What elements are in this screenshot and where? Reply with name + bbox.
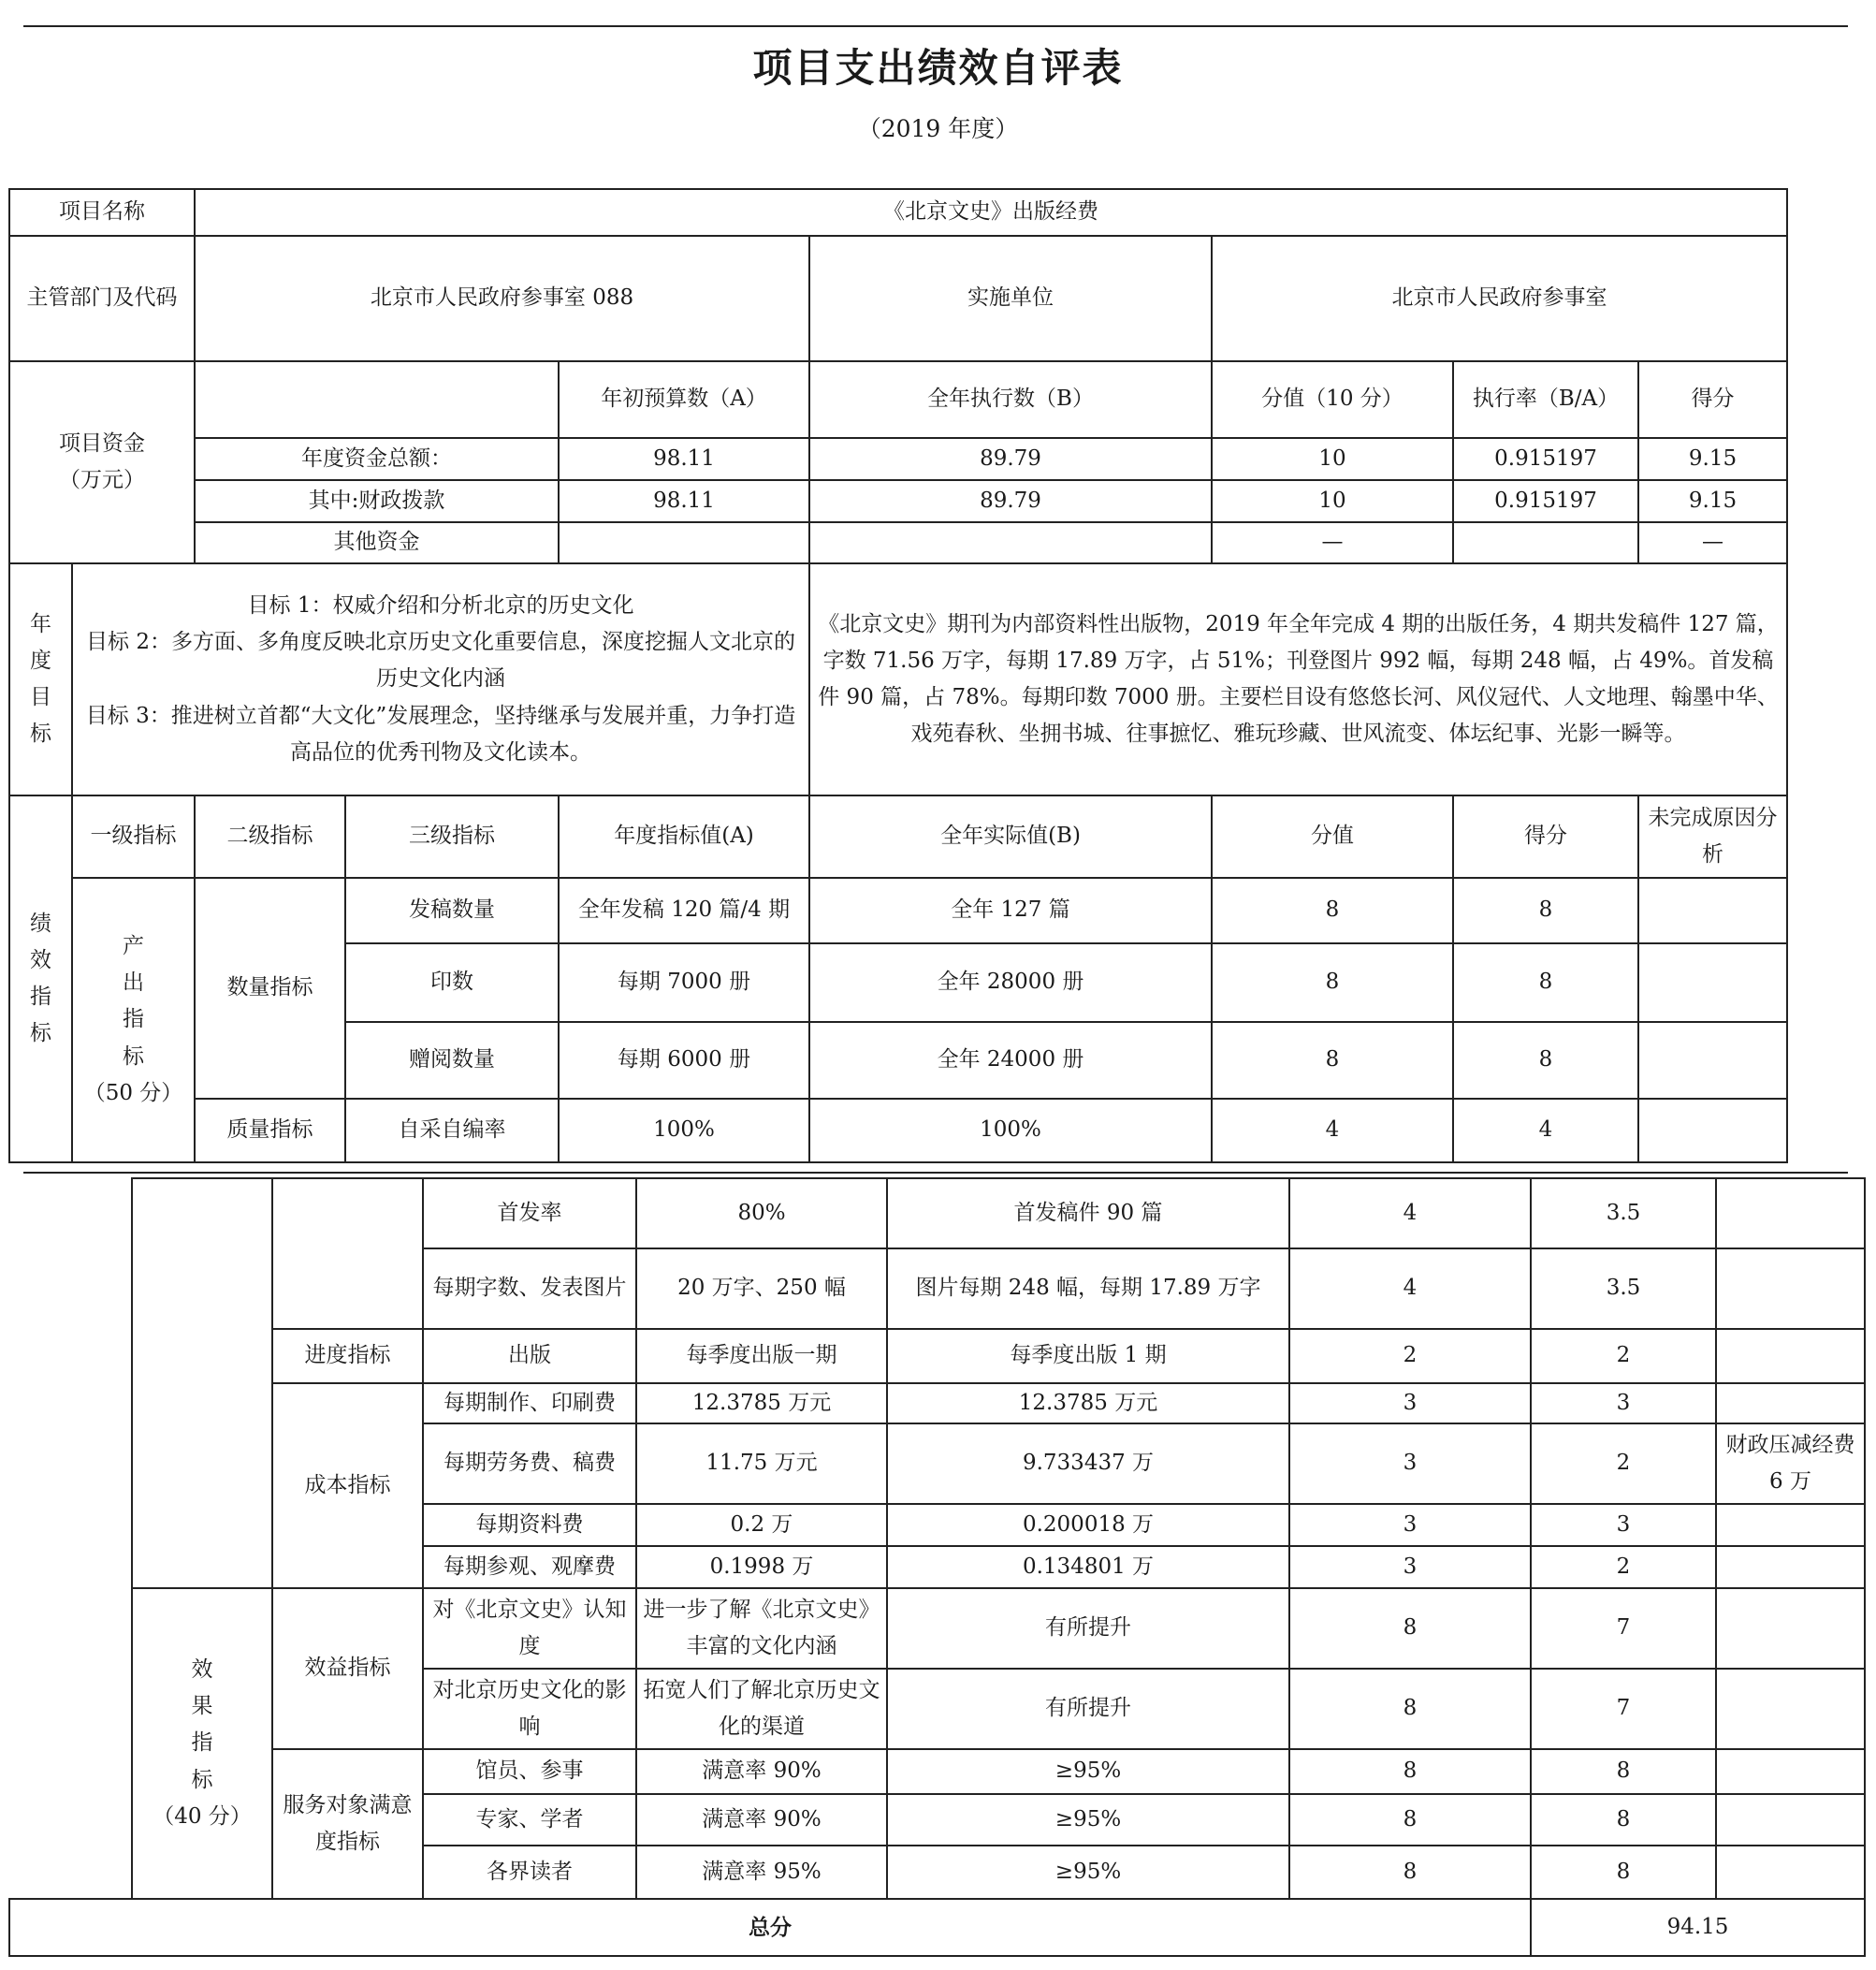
indicator-actual: 全年 127 篇 (809, 878, 1212, 943)
indicator-weight: 8 (1212, 878, 1453, 943)
effect-indicator-label: 效 果 指 标 （40 分） (132, 1588, 272, 1899)
funds-row-executed (809, 522, 1212, 563)
total-label: 总分 (9, 1899, 1531, 1956)
indicator-row (9, 1329, 1865, 1383)
indicator-actual: ≥95% (887, 1846, 1289, 1899)
funds-header-weight: 分值（10 分） (1212, 361, 1453, 438)
indicator-target: 80% (636, 1178, 887, 1248)
funds-row-name: 其他资金 (195, 522, 559, 563)
indicator-target: 每期 6000 册 (559, 1022, 809, 1099)
indicator-level3: 每期劳务费、稿费 (423, 1423, 636, 1504)
indicator-level3: 赠阅数量 (345, 1022, 559, 1099)
indicator-target: 20 万字、250 幅 (636, 1248, 887, 1329)
indicator-weight: 3 (1289, 1383, 1531, 1423)
indicator-row (9, 1749, 1865, 1794)
satisfaction-indicator-label: 服务对象满意度指标 (272, 1749, 423, 1899)
indicator-reason (1716, 1846, 1865, 1899)
indicator-target: 满意率 95% (636, 1846, 887, 1899)
indicator-row (9, 1383, 1865, 1423)
funds-row (9, 480, 1787, 522)
funds-row-score: 9.15 (1638, 480, 1787, 522)
annual-goal-label: 年 度 目 标 (9, 563, 72, 795)
funds-row-score: — (1638, 522, 1787, 563)
header-level3: 三级指标 (345, 795, 559, 878)
funds-header-rate: 执行率（B/A） (1453, 361, 1638, 438)
funds-row-executed: 89.79 (809, 438, 1212, 480)
indicator-actual: 有所提升 (887, 1588, 1289, 1669)
funds-row-name: 其中:财政拨款 (195, 480, 559, 522)
indicator-reason (1716, 1329, 1865, 1383)
funds-header-blank (195, 361, 559, 438)
funds-header-score: 得分 (1638, 361, 1787, 438)
cost-indicator-label: 成本指标 (272, 1383, 423, 1588)
indicator-score: 7 (1531, 1588, 1716, 1669)
funds-row-name: 年度资金总额： (195, 438, 559, 480)
implementer-label: 实施单位 (809, 236, 1212, 361)
self-evaluation-table-page1 (8, 188, 1788, 1163)
funds-row-rate: 0.915197 (1453, 438, 1638, 480)
indicator-weight: 8 (1289, 1588, 1531, 1669)
indicator-level3: 对《北京文史》认知度 (423, 1588, 636, 1669)
indicator-target: 11.75 万元 (636, 1423, 887, 1504)
indicator-score: 3.5 (1531, 1178, 1716, 1248)
indicator-score: 2 (1531, 1329, 1716, 1383)
indicator-level3: 每期参观、观摩费 (423, 1546, 636, 1588)
annual-goal-row (9, 563, 1787, 795)
indicator-actual: 9.733437 万 (887, 1423, 1289, 1504)
document-year: （2019 年度） (857, 115, 1019, 142)
progress-indicator-label: 进度指标 (272, 1329, 423, 1383)
indicator-reason (1716, 1546, 1865, 1588)
funds-row-weight: — (1212, 522, 1453, 563)
indicator-weight: 3 (1289, 1504, 1531, 1546)
indicator-reason (1716, 1383, 1865, 1423)
quantity-indicator-label: 数量指标 (195, 878, 345, 1099)
indicator-actual: 全年 28000 册 (809, 943, 1212, 1022)
indicator-reason (1716, 1749, 1865, 1794)
indicator-level3: 各界读者 (423, 1846, 636, 1899)
funds-row-weight: 10 (1212, 480, 1453, 522)
indicator-level3: 自采自编率 (345, 1099, 559, 1162)
funds-label-line2: （万元） (59, 468, 145, 492)
indicator-score: 8 (1531, 1794, 1716, 1846)
indicator-actual: 100% (809, 1099, 1212, 1162)
indicator-target: 满意率 90% (636, 1794, 887, 1846)
indicator-reason (1638, 1099, 1787, 1162)
performance-label-continued (9, 1178, 132, 1588)
total-value: 94.15 (1531, 1899, 1865, 1956)
funds-header-row (9, 361, 1787, 438)
department-label: 主管部门及代码 (9, 236, 195, 361)
funds-row-weight: 10 (1212, 438, 1453, 480)
output-indicator-label: 产 出 指 标 （50 分） (72, 878, 195, 1162)
indicator-weight: 8 (1289, 1794, 1531, 1846)
funds-header-budget: 年初预算数（A） (559, 361, 809, 438)
indicator-level3: 出版 (423, 1329, 636, 1383)
indicator-score: 2 (1531, 1423, 1716, 1504)
quality-indicator-label: 质量指标 (195, 1099, 345, 1162)
indicator-level3: 首发率 (423, 1178, 636, 1248)
header-actual: 全年实际值(B) (809, 795, 1212, 878)
indicator-level3: 印数 (345, 943, 559, 1022)
indicator-level3: 每期制作、印刷费 (423, 1383, 636, 1423)
indicator-level3: 对北京历史文化的影响 (423, 1669, 636, 1749)
funds-label (9, 361, 195, 563)
indicator-actual: 全年 24000 册 (809, 1022, 1212, 1099)
indicator-row (9, 1588, 1865, 1669)
indicator-target: 进一步了解《北京文史》丰富的文化内涵 (636, 1588, 887, 1669)
indicator-target: 0.1998 万 (636, 1546, 887, 1588)
indicator-reason (1716, 1178, 1865, 1248)
indicator-level3: 每期字数、发表图片 (423, 1248, 636, 1329)
output-indicator-continued (132, 1178, 272, 1588)
indicator-reason (1716, 1588, 1865, 1669)
header-score: 得分 (1453, 795, 1638, 878)
funds-row-budget: 98.11 (559, 438, 809, 480)
indicator-target: 每期 7000 册 (559, 943, 809, 1022)
indicator-score: 8 (1453, 1022, 1638, 1099)
performance-header-row (9, 795, 1787, 878)
performance-label-continued (9, 1588, 132, 1899)
indicator-score: 3 (1531, 1504, 1716, 1546)
indicator-weight: 8 (1289, 1669, 1531, 1749)
goal-item: 目标 3：推进树立首都“大文化”发展理念，坚持继承与发展并重，力争打造高品位的优秀刊物及文化读本。 (85, 703, 796, 765)
indicator-weight: 8 (1289, 1749, 1531, 1794)
indicator-target: 12.3785 万元 (636, 1383, 887, 1423)
indicator-actual: 0.134801 万 (887, 1546, 1289, 1588)
performance-label: 绩 效 指 标 (9, 795, 72, 1162)
department-value: 北京市人民政府参事室 088 (195, 236, 809, 361)
annual-goal-result: 《北京文史》期刊为内部资料性出版物，2019 年全年完成 4 期的出版任务，4 期共发稿件 127 篇，字数 71.56 万字，每期 17.89 万字，占 51%；刊登图片 992 幅，每期 248 幅，占 49%。首发稿件 90 篇，占 78%。每期印数 7000 册。主要栏目设有悠悠长河、风仪冠代、人文地理、翰墨中华、戏苑春秋、坐拥书城、往事摭忆、雅玩珍藏、世风流变、体坛纪事、光影一瞬等。 (809, 563, 1787, 795)
header-level1: 一级指标 (72, 795, 195, 878)
indicator-reason (1716, 1248, 1865, 1329)
self-evaluation-table-page2 (8, 1177, 1866, 1957)
project-name-row (9, 189, 1787, 236)
header-reason: 未完成原因分析 (1638, 795, 1787, 878)
indicator-level3: 专家、学者 (423, 1794, 636, 1846)
goal-item: 目标 2：多方面、多角度反映北京历史文化重要信息，深度挖掘人文北京的历史文化内涵 (86, 630, 795, 692)
indicator-actual: 有所提升 (887, 1669, 1289, 1749)
funds-row-score: 9.15 (1638, 438, 1787, 480)
indicator-target: 全年发稿 120 篇/4 期 (559, 878, 809, 943)
indicator-score: 8 (1453, 943, 1638, 1022)
project-name-value: 《北京文史》出版经费 (195, 189, 1787, 236)
indicator-weight: 4 (1289, 1178, 1531, 1248)
indicator-target: 100% (559, 1099, 809, 1162)
goal-item: 目标 1：权威介绍和分析北京的历史文化 (247, 593, 634, 619)
indicator-weight: 3 (1289, 1423, 1531, 1504)
indicator-reason (1716, 1504, 1865, 1546)
indicator-weight: 3 (1289, 1546, 1531, 1588)
indicator-score: 8 (1453, 878, 1638, 943)
indicator-score: 4 (1453, 1099, 1638, 1162)
indicator-row (9, 1178, 1865, 1248)
project-name-label: 项目名称 (9, 189, 195, 236)
indicator-weight: 8 (1212, 1022, 1453, 1099)
indicator-actual: 图片每期 248 幅，每期 17.89 万字 (887, 1248, 1289, 1329)
top-rule (23, 25, 1848, 27)
indicator-target: 每季度出版一期 (636, 1329, 887, 1383)
indicator-actual: 每季度出版 1 期 (887, 1329, 1289, 1383)
funds-header-executed: 全年执行数（B） (809, 361, 1212, 438)
indicator-level3: 发稿数量 (345, 878, 559, 943)
indicator-reason (1716, 1669, 1865, 1749)
indicator-weight: 8 (1212, 943, 1453, 1022)
header-level2: 二级指标 (195, 795, 345, 878)
indicator-row (9, 1099, 1787, 1162)
indicator-score: 7 (1531, 1669, 1716, 1749)
funds-row-budget: 98.11 (559, 480, 809, 522)
indicator-actual: ≥95% (887, 1794, 1289, 1846)
funds-row (9, 438, 1787, 480)
funds-row (9, 522, 1787, 563)
indicator-row (9, 878, 1787, 943)
funds-row-rate (1453, 522, 1638, 563)
benefit-indicator-label: 效益指标 (272, 1588, 423, 1749)
document-title: 项目支出绩效自评表 (752, 45, 1124, 91)
funds-row-rate: 0.915197 (1453, 480, 1638, 522)
indicator-target: 满意率 90% (636, 1749, 887, 1794)
indicator-reason (1638, 943, 1787, 1022)
indicator-weight: 4 (1212, 1099, 1453, 1162)
indicator-reason (1716, 1794, 1865, 1846)
quality-indicator-continued (272, 1178, 423, 1329)
indicator-score: 3 (1531, 1383, 1716, 1423)
total-row (9, 1899, 1865, 1956)
header-target: 年度指标值(A) (559, 795, 809, 878)
indicator-actual: ≥95% (887, 1749, 1289, 1794)
indicator-reason (1638, 1022, 1787, 1099)
funds-row-budget (559, 522, 809, 563)
indicator-actual: 0.200018 万 (887, 1504, 1289, 1546)
indicator-target: 拓宽人们了解北京历史文化的渠道 (636, 1669, 887, 1749)
indicator-reason: 财政压减经费 6 万 (1716, 1423, 1865, 1504)
indicator-score: 3.5 (1531, 1248, 1716, 1329)
implementer-value: 北京市人民政府参事室 (1212, 236, 1787, 361)
indicator-weight: 4 (1289, 1248, 1531, 1329)
indicator-level3: 每期资料费 (423, 1504, 636, 1546)
indicator-score: 2 (1531, 1546, 1716, 1588)
indicator-weight: 8 (1289, 1846, 1531, 1899)
funds-row-executed: 89.79 (809, 480, 1212, 522)
indicator-weight: 2 (1289, 1329, 1531, 1383)
header-weight: 分值 (1212, 795, 1453, 878)
indicator-target: 0.2 万 (636, 1504, 887, 1546)
indicator-score: 8 (1531, 1846, 1716, 1899)
indicator-actual: 12.3785 万元 (887, 1383, 1289, 1423)
funds-label-line1: 项目资金 (59, 430, 145, 456)
indicator-score: 8 (1531, 1749, 1716, 1794)
department-row (9, 236, 1787, 361)
page-break-rule (23, 1172, 1848, 1174)
indicator-reason (1638, 878, 1787, 943)
indicator-actual: 首发稿件 90 篇 (887, 1178, 1289, 1248)
indicator-level3: 馆员、参事 (423, 1749, 636, 1794)
annual-goal-targets (72, 563, 809, 795)
